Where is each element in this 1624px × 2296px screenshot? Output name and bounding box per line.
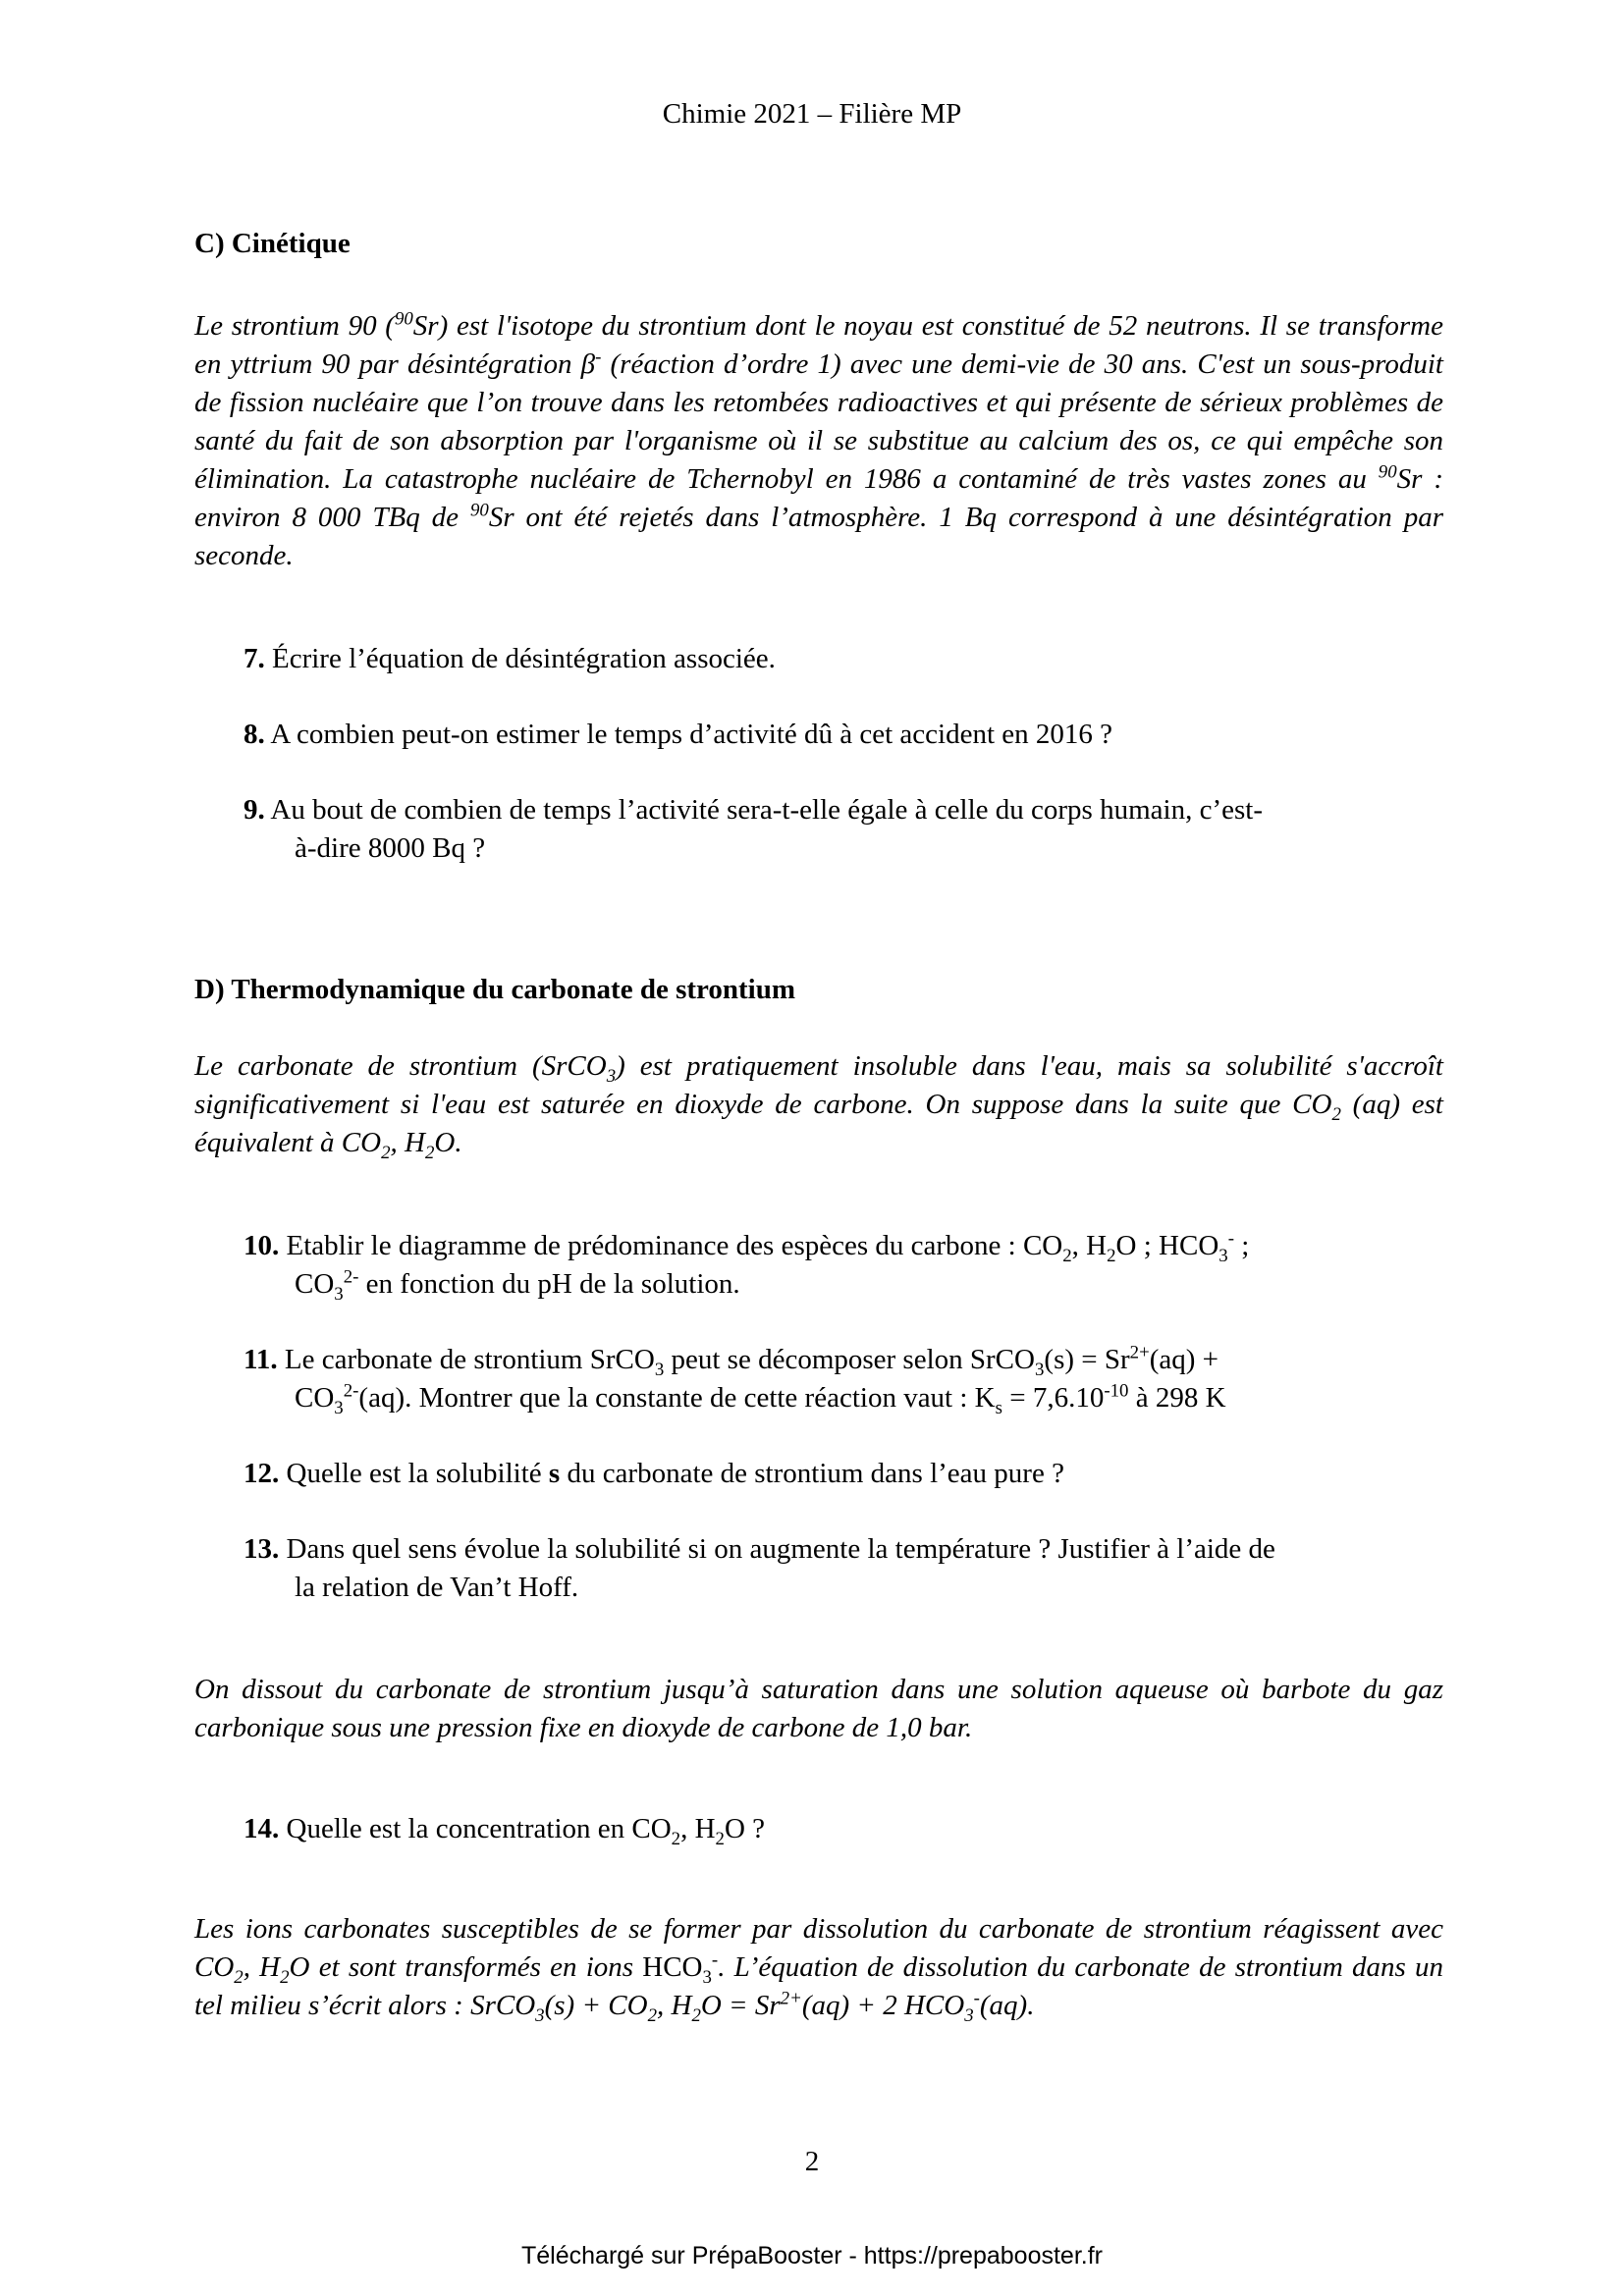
question-8: 8. A combien peut-on estimer le temps d’activité dû à cet accident en 2016 ?	[244, 719, 1113, 750]
section-d-intro-3: Les ions carbonates susceptibles de se former par dissolution du carbonate de strontium réagissent avec $CO_2$, $H_2O$ et sont transformés en ions $HCO_3^-$. L’équation de dissolution du carbonate de strontium dans un tel milieu s’écrit alors : SrCO$_3$(s) + $CO_2$, $H_2O = Sr^{2+}(aq) + 2$ $HCO_3^-(aq)$.	[194, 1913, 1443, 2026]
section-d-heading: D) Thermodynamique du carbonate de strontium	[194, 974, 796, 1005]
section-d-intro: Le carbonate de strontium (SrCO$_3$) est pratiquement insoluble dans l'eau, mais sa solubilité s'accroît significativement si l'eau est saturée en dioxyde de carbone. On suppose dans la suite que $CO_2$ (aq) est équivalent à $CO_2$, $H_2O$.	[194, 1050, 1443, 1163]
page-header: Chimie 2021 – Filière MP	[662, 98, 962, 130]
question-12: 12. Quelle est la solubilité s du carbonate de strontium dans l’eau pure ?	[244, 1458, 1064, 1489]
question-7: 7. Écrire l’équation de désintégration associée.	[244, 643, 776, 674]
section-d-intro-2: On dissout du carbonate de strontium jusqu’à saturation dans une solution aqueuse où barbote du gaz carbonique sous une pression fixe en dioxyde de carbone de 1,0 bar.	[194, 1674, 1443, 1743]
section-c-heading: C) Cinétique	[194, 228, 351, 259]
question-9: 9. Au bout de combien de temps l’activité sera-t-elle égale à celle du corps humain, c’est- à-dire 8000 Bq ?	[244, 794, 1263, 864]
page-number: 2	[804, 2146, 820, 2177]
section-c-intro: Le strontium 90 ($^{90}$Sr) est l'isotope du strontium dont le noyau est constitué de 52 neutrons. Il se transforme en yttrium 90 par désintégration β- (réaction d’ordre 1) avec une demi-vie de 30 ans. C'est un sous-produit de fission nucléaire que l’on trouve dans les retombées radioactives et qui présente de sérieux problèmes de santé du fait de son absorption par l'organisme où il se substitue au calcium des os, ce qui empêche son élimination. La catastrophe nucléaire de Tchernobyl en 1986 a contaminé de très vastes zones au $^{90}$Sr : environ 8 000 TBq de $^{90}$Sr ont été rejetés dans l’atmosphère. 1 Bq correspond à une désintégration par seconde.	[194, 308, 1443, 571]
question-14: 14. Quelle est la concentration en $CO_2$, $H_2O$ ?	[244, 1813, 766, 1849]
footer-download-note: Téléchargé sur PrépaBooster - https://prepabooster.fr	[521, 2242, 1103, 2269]
question-11: 11. Le carbonate de strontium SrCO$_3$ peut se décomposer selon SrCO$_3$(s) = $Sr^{2+}(aq)$ + $CO_3^{2-}(aq)$. Montrer que la constante de cette réaction vaut : $K_s = 7,6.10^{-10}$ à 298 K	[244, 1342, 1226, 1418]
question-13: 13. Dans quel sens évolue la solubilité si on augmente la température ? Justifier à l’aide de la relation de Van’t Hoff.	[244, 1533, 1275, 1603]
question-10: 10. Etablir le diagramme de prédominance des espèces du carbone : $CO_2$, $H_2O$ ; $HCO_3^-$ ; $CO_3^{2-}$ en fonction du pH de la solution.	[244, 1228, 1250, 1305]
